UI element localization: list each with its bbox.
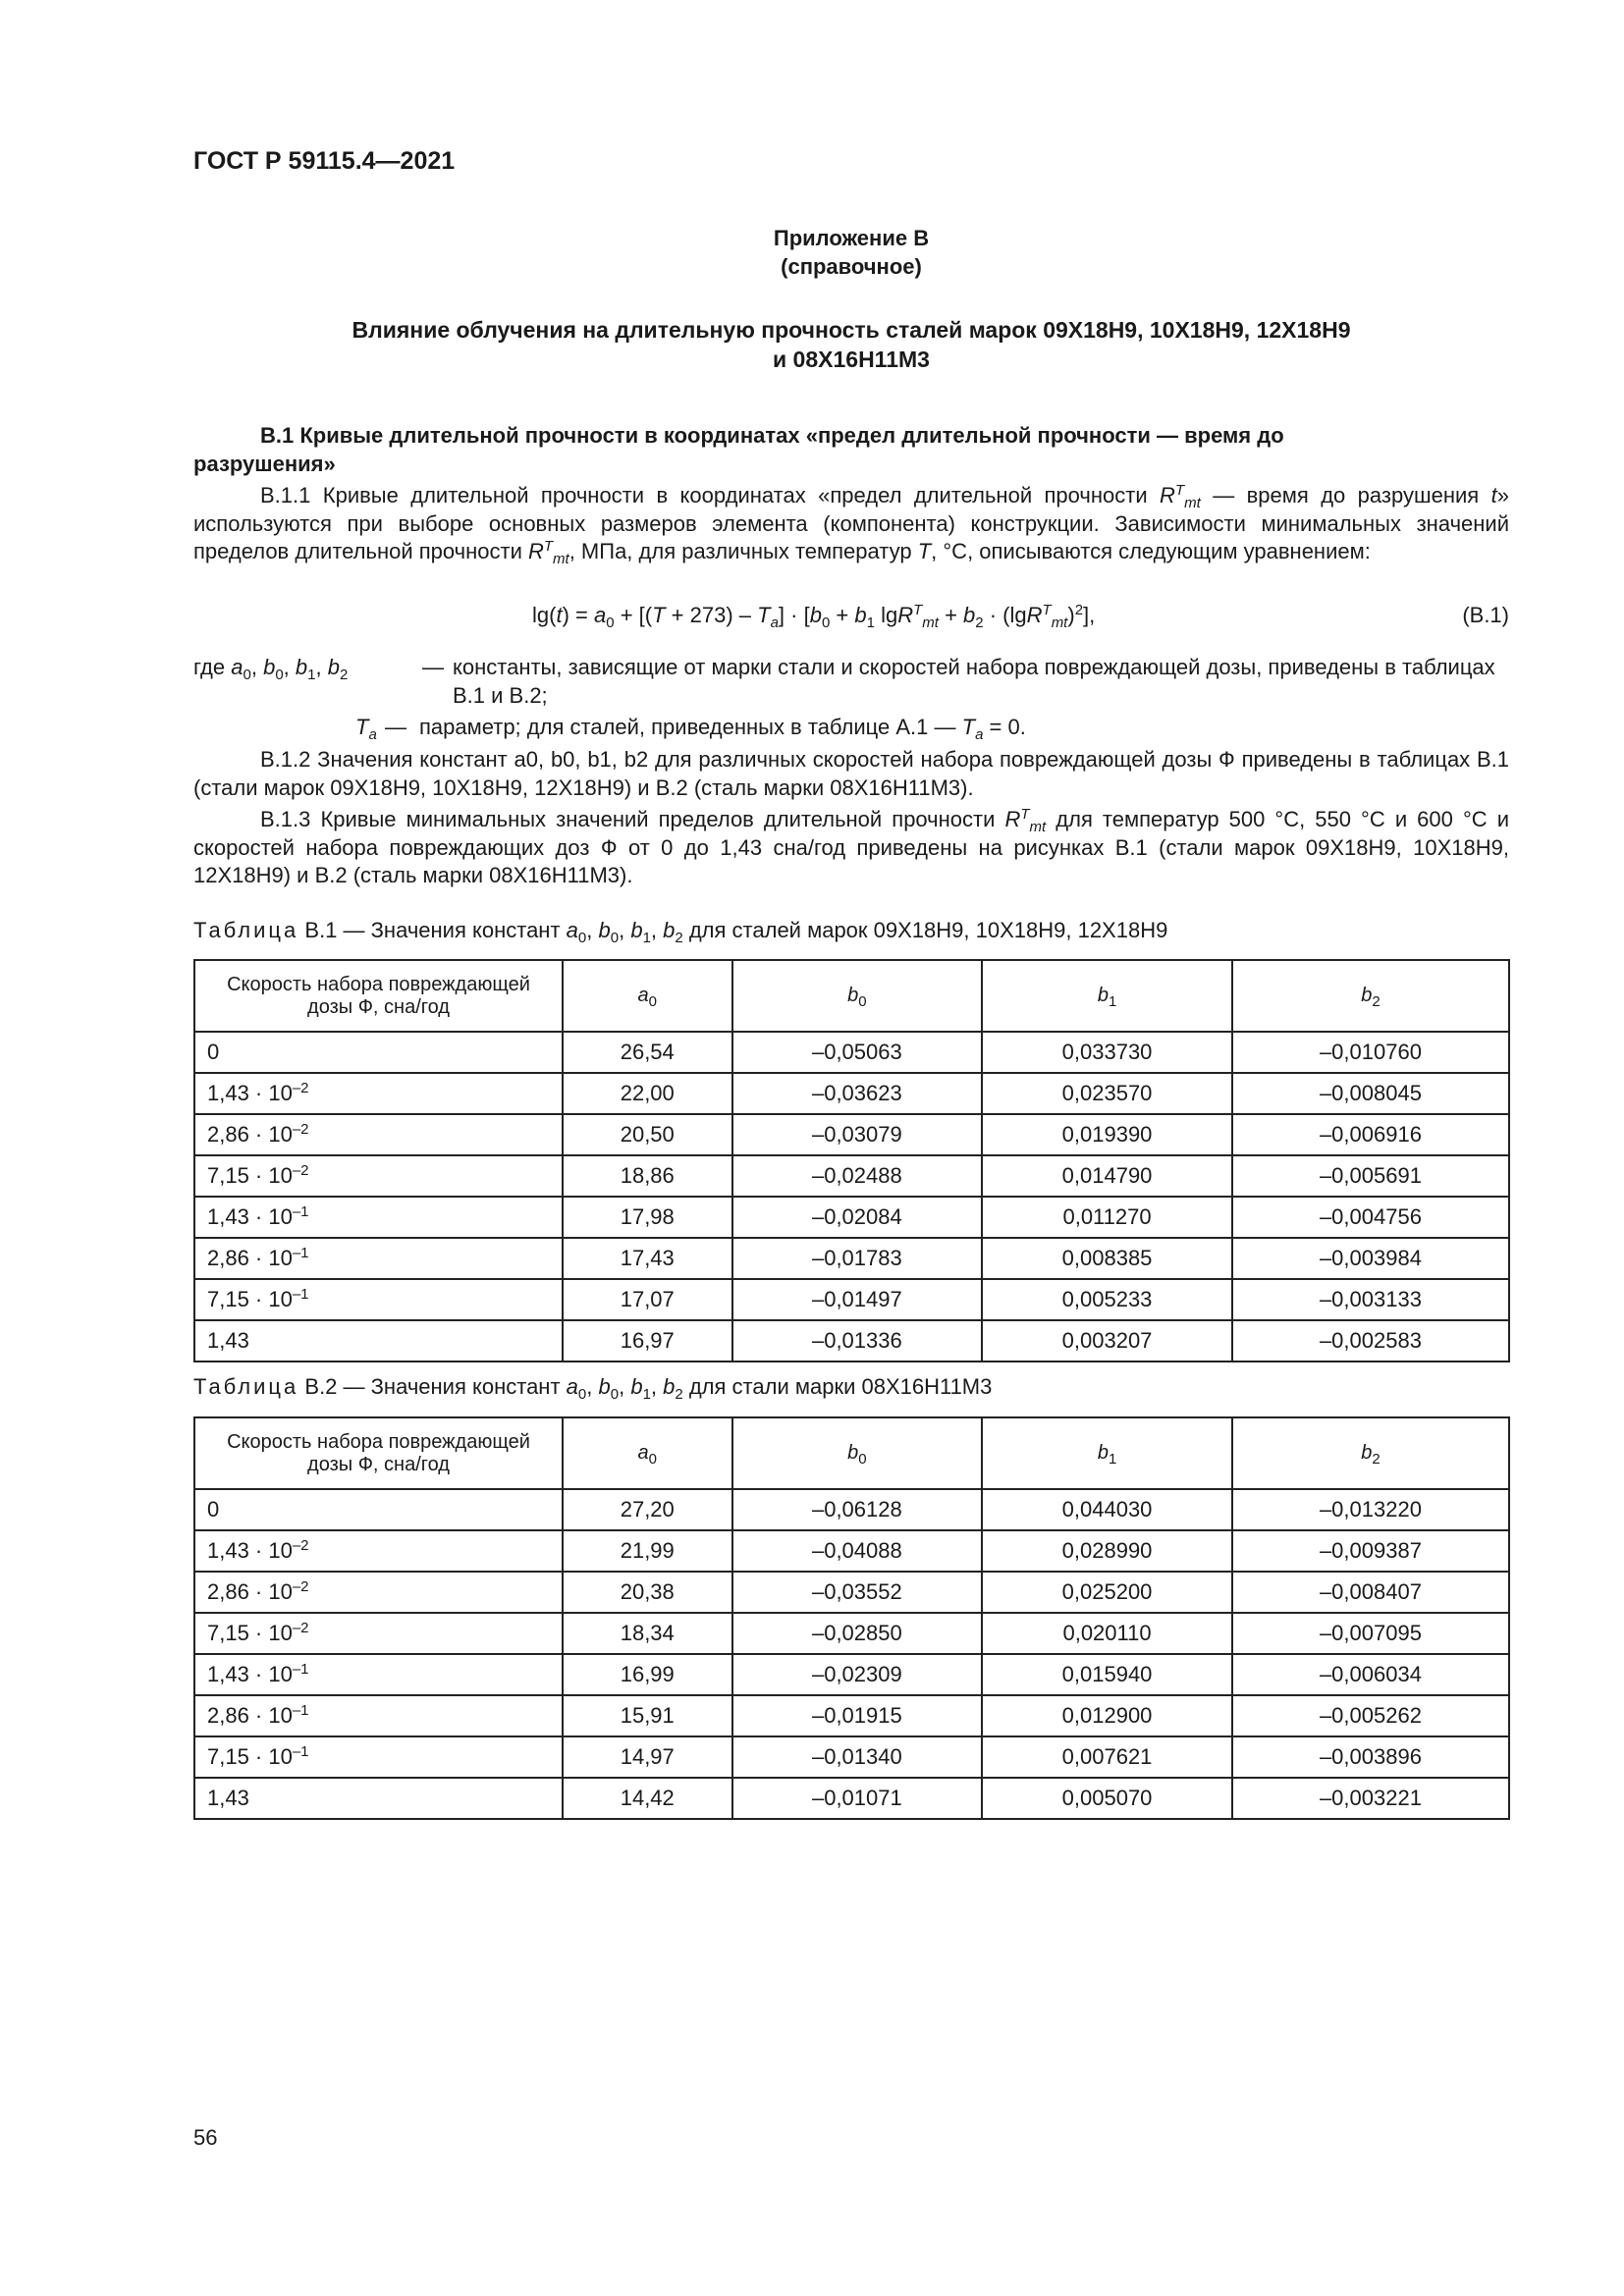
table-row bbox=[194, 1320, 1509, 1362]
table1 bbox=[193, 959, 1510, 1362]
table2-header-row bbox=[194, 1417, 1509, 1489]
table2-caption: Таблица В.2 — Значения констант $a_0$, $b_0$, $b_1$, $b_2$ для стали марки 08Х16Н11М3 bbox=[193, 1374, 993, 1403]
equation-number: (В.1) bbox=[1462, 603, 1509, 627]
table1-caption: Таблица В.1 — Значения констант $a_0$, $b_0$, $b_1$, $b_2$ для сталей марок 09Х18Н9, 10Х18Н9, 12Х18Н9 bbox=[193, 918, 1168, 946]
a0-cell: 18,34 bbox=[563, 1613, 732, 1654]
a0-cell: 27,20 bbox=[563, 1489, 732, 1530]
b1-cell: 0,019390 bbox=[982, 1114, 1232, 1155]
where-item-ta: $T_a$ — параметр; для сталей, приведенных в таблице А.1 — $T_a = 0$. bbox=[355, 715, 1026, 744]
b1-cell: 0,014790 bbox=[982, 1155, 1232, 1197]
b1-cell: 0,012900 bbox=[982, 1695, 1232, 1736]
b2-cell: –0,013220 bbox=[1232, 1489, 1509, 1530]
a0-cell: 15,91 bbox=[563, 1695, 732, 1736]
table-row bbox=[194, 1197, 1509, 1238]
rate-cell: 1,43 bbox=[194, 1778, 563, 1819]
a0-cell: 17,07 bbox=[563, 1279, 732, 1320]
a0-cell: 26,54 bbox=[563, 1032, 732, 1073]
rate-cell: 1,43 bbox=[194, 1320, 563, 1362]
b0-cell: –0,02850 bbox=[732, 1613, 983, 1654]
a0-cell: 16,99 bbox=[563, 1654, 732, 1695]
equation-body: $\lg(t) = a_0 + [(T + 273) - T_a] \cdot [b_0 + b_1$ $\lg R^T_{mt} + b_2 \cdot (\lg R^T_{mt})^2$], bbox=[532, 602, 1096, 631]
b1-cell: 0,015940 bbox=[982, 1654, 1232, 1695]
rate-cell: $2,86 \cdot 10^{-1}$ bbox=[194, 1695, 563, 1736]
b0-cell: –0,02309 bbox=[732, 1654, 983, 1695]
b2-cell: –0,003896 bbox=[1232, 1736, 1509, 1778]
table-row bbox=[194, 1695, 1509, 1736]
b1-cell: 0,025200 bbox=[982, 1572, 1232, 1613]
a0-cell: 14,97 bbox=[563, 1736, 732, 1778]
b2-cell: –0,003133 bbox=[1232, 1279, 1509, 1320]
paragraph-b1-3: В.1.3 Кривые минимальных значений пределов длительной прочности $R^T_{mt}$ для температур 500 °С, 550 °С и 600 °С и скоростей набора повреждающих доз Ф от 0 до 1,43 сна/год приведены на рисунках В.1 (стали марок 09Х18Н9, 10Х18Н9, 12Х18Н9) и В.2 (сталь марки 08Х16Н11М3). bbox=[193, 806, 1510, 888]
table2-header-a0: $a_0$ bbox=[563, 1417, 732, 1489]
b1-cell: 0,044030 bbox=[982, 1489, 1232, 1530]
b0-cell: –0,03552 bbox=[732, 1572, 983, 1613]
rate-cell: $2,86 \cdot 10^{-1}$ bbox=[194, 1238, 563, 1279]
b2-cell: –0,004756 bbox=[1232, 1197, 1509, 1238]
table1-header-rate: Скорость набора повреждающей дозы Ф, сна/год bbox=[194, 960, 563, 1032]
table-row bbox=[194, 1489, 1509, 1530]
table-row bbox=[194, 1032, 1509, 1073]
rate-cell: $1,43 \cdot 10^{-2}$ bbox=[194, 1073, 563, 1114]
b2-cell: –0,008407 bbox=[1232, 1572, 1509, 1613]
table1-header-row bbox=[194, 960, 1509, 1032]
table-row bbox=[194, 1530, 1509, 1572]
b1-cell: 0,007621 bbox=[982, 1736, 1232, 1778]
b1-cell: 0,023570 bbox=[982, 1073, 1232, 1114]
a0-cell: 14,42 bbox=[563, 1778, 732, 1819]
b0-cell: –0,02084 bbox=[732, 1197, 983, 1238]
b1-cell: 0,028990 bbox=[982, 1530, 1232, 1572]
b2-cell: –0,010760 bbox=[1232, 1032, 1509, 1073]
a0-cell: 20,50 bbox=[563, 1114, 732, 1155]
a0-cell: 17,98 bbox=[563, 1197, 732, 1238]
b1-cell: 0,005233 bbox=[982, 1279, 1232, 1320]
table1-header-b0: $b_0$ bbox=[732, 960, 983, 1032]
appendix-heading-line1: Влияние облучения на длительную прочность сталей марок 09Х18Н9, 10Х18Н9, 12Х18Н9 bbox=[352, 317, 1351, 343]
table-row bbox=[194, 1778, 1509, 1819]
where-block bbox=[193, 654, 1509, 742]
table-row bbox=[194, 1155, 1509, 1197]
table-row bbox=[194, 1073, 1509, 1114]
rate-cell: $1,43 \cdot 10^{-1}$ bbox=[194, 1654, 563, 1695]
b0-cell: –0,01497 bbox=[732, 1279, 983, 1320]
table-row bbox=[194, 1736, 1509, 1778]
table-row bbox=[194, 1572, 1509, 1613]
b0-cell: –0,01783 bbox=[732, 1238, 983, 1279]
b0-cell: –0,01071 bbox=[732, 1778, 983, 1819]
rate-cell: $2,86 \cdot 10^{-2}$ bbox=[194, 1114, 563, 1155]
a0-cell: 21,99 bbox=[563, 1530, 732, 1572]
table2-header-b2: $b_2$ bbox=[1232, 1417, 1509, 1489]
a0-cell: 17,43 bbox=[563, 1238, 732, 1279]
where-item-constants: где $a_0$, $b_0$, $b_1$, $b_2$ — константы, зависящие от марки стали и скоростей набора повреждающей дозы, приведены в таблицах В.1 и В.2; bbox=[193, 655, 1495, 708]
table2-header-b0: $b_0$ bbox=[732, 1417, 983, 1489]
b2-cell: –0,006916 bbox=[1232, 1114, 1509, 1155]
b0-cell: –0,01340 bbox=[732, 1736, 983, 1778]
rate-cell: $1,43 \cdot 10^{-2}$ bbox=[194, 1530, 563, 1572]
b0-cell: –0,03079 bbox=[732, 1114, 983, 1155]
table-row bbox=[194, 1613, 1509, 1654]
a0-cell: 22,00 bbox=[563, 1073, 732, 1114]
rate-cell: $7,15 \cdot 10^{-2}$ bbox=[194, 1613, 563, 1654]
b2-cell: –0,003984 bbox=[1232, 1238, 1509, 1279]
page-number: 56 bbox=[193, 2125, 218, 2150]
a0-cell: 16,97 bbox=[563, 1320, 732, 1362]
standard-header: ГОСТ Р 59115.4—2021 bbox=[193, 147, 456, 175]
b1-cell: 0,033730 bbox=[982, 1032, 1232, 1073]
section-b1-block bbox=[193, 422, 1509, 566]
table2-body bbox=[194, 1489, 1509, 1819]
appendix-title: Приложение В bbox=[773, 226, 930, 250]
b1-cell: 0,005070 bbox=[982, 1778, 1232, 1819]
b2-cell: –0,005262 bbox=[1232, 1695, 1509, 1736]
rate-cell: $7,15 \cdot 10^{-1}$ bbox=[194, 1279, 563, 1320]
b0-cell: –0,05063 bbox=[732, 1032, 983, 1073]
b0-cell: –0,01915 bbox=[732, 1695, 983, 1736]
table1-header-a0: $a_0$ bbox=[563, 960, 732, 1032]
b2-cell: –0,006034 bbox=[1232, 1654, 1509, 1695]
b0-cell: –0,02488 bbox=[732, 1155, 983, 1197]
table1-body bbox=[194, 1032, 1509, 1362]
b0-cell: –0,03623 bbox=[732, 1073, 983, 1114]
paragraph-b1-2: В.1.2 Значения констант a0, b0, b1, b2 для различных скоростей набора повреждающей дозы Ф приведены в таблицах В.1 (стали марок 09Х18Н9, 10Х18Н9, 12Х18Н9) и В.2 (сталь марки 08Х16Н11М3). bbox=[193, 747, 1509, 800]
rate-cell: $7,15 \cdot 10^{-2}$ bbox=[194, 1155, 563, 1197]
table-row bbox=[194, 1654, 1509, 1695]
b1-cell: 0,020110 bbox=[982, 1613, 1232, 1654]
a0-cell: 20,38 bbox=[563, 1572, 732, 1613]
rate-cell: 0 bbox=[194, 1489, 563, 1530]
table2-header-b1: $b_1$ bbox=[982, 1417, 1232, 1489]
appendix-heading-line2: и 08Х16Н11М3 bbox=[773, 347, 930, 372]
table-row bbox=[194, 1279, 1509, 1320]
table-row bbox=[194, 1114, 1509, 1155]
b2-cell: –0,009387 bbox=[1232, 1530, 1509, 1572]
b2-cell: –0,002583 bbox=[1232, 1320, 1509, 1362]
b2-cell: –0,008045 bbox=[1232, 1073, 1509, 1114]
b2-cell: –0,005691 bbox=[1232, 1155, 1509, 1197]
table1-header-b1: $b_1$ bbox=[982, 960, 1232, 1032]
b2-cell: –0,003221 bbox=[1232, 1778, 1509, 1819]
b0-cell: –0,01336 bbox=[732, 1320, 983, 1362]
table1-header-b2: $b_2$ bbox=[1232, 960, 1509, 1032]
section-b1-title: В.1 Кривые длительной прочности в координатах «предел длительной прочности — время до разрушения» bbox=[193, 423, 1284, 476]
rate-cell: $7,15 \cdot 10^{-1}$ bbox=[194, 1736, 563, 1778]
table-row bbox=[194, 1238, 1509, 1279]
b1-cell: 0,008385 bbox=[982, 1238, 1232, 1279]
rate-cell: $1,43 \cdot 10^{-1}$ bbox=[194, 1197, 563, 1238]
a0-cell: 18,86 bbox=[563, 1155, 732, 1197]
b2-cell: –0,007095 bbox=[1232, 1613, 1509, 1654]
b1-cell: 0,011270 bbox=[982, 1197, 1232, 1238]
table2-header-rate: Скорость набора повреждающей дозы Ф, сна/год bbox=[194, 1417, 563, 1489]
b1-cell: 0,003207 bbox=[982, 1320, 1232, 1362]
appendix-kind: (справочное) bbox=[781, 254, 922, 279]
b0-cell: –0,04088 bbox=[732, 1530, 983, 1572]
rate-cell: 0 bbox=[194, 1032, 563, 1073]
rate-cell: $2,86 \cdot 10^{-2}$ bbox=[194, 1572, 563, 1613]
paragraph-b1-1: В.1.1 Кривые длительной прочности в координатах «предел длительной прочности $R^T_{mt}$ — время до разрушения t» используются при выборе основных размеров элемента (компонента) конструкции. Зависимости минимальных значений пределов длительной прочности $R^T_{mt}$, МПа, для различных температур T, °С, описываются следующим уравнением: bbox=[193, 482, 1509, 568]
table2 bbox=[193, 1416, 1510, 1820]
b0-cell: –0,06128 bbox=[732, 1489, 983, 1530]
